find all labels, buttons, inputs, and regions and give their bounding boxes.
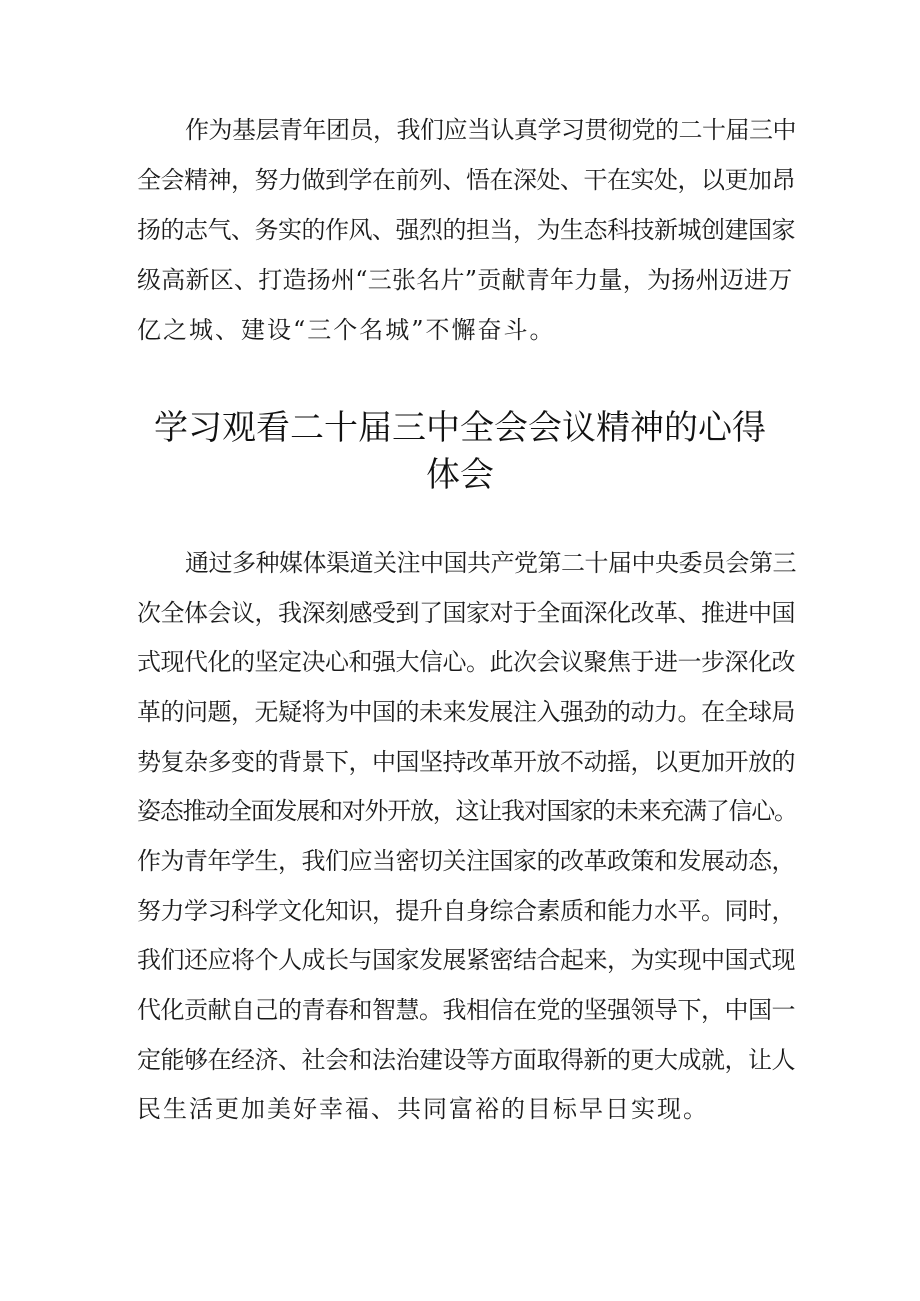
paragraph-2-line-9: 我们还应将个人成长与国家发展紧密结合起来，为实现中国式现 <box>137 946 795 974</box>
paragraph-2-line-2: 次全体会议，我深刻感受到了国家对于全面深化改革、推进中国 <box>137 599 795 627</box>
paragraph-2-line-12: 民生活更加美好幸福、共同富裕的目标早日实现。 <box>137 1095 709 1123</box>
paragraph-2-line-11: 定能够在经济、社会和法治建设等方面取得新的更大成就，让人 <box>137 1046 795 1074</box>
paragraph-2-line-3: 式现代化的坚定决心和强大信心。此次会议聚焦于进一步深化改 <box>137 648 795 676</box>
paragraph-2-line-5: 势复杂多变的背景下，中国坚持改革开放不动摇，以更加开放的 <box>137 748 795 776</box>
section-title-line-1: 学习观看二十届三中全会会议精神的心得 <box>154 408 766 448</box>
paragraph-1-line-4: 级高新区、打造扬州“三张名片”贡献青年力量，为扬州迈进万 <box>137 266 793 294</box>
paragraph-1-line-2: 全会精神，努力做到学在前列、悟在深处、干在实处，以更加昂 <box>137 166 795 194</box>
paragraph-2-line-1: 通过多种媒体渠道关注中国共产党第二十届中央委员会第三 <box>185 549 796 577</box>
paragraph-1-line-3: 扬的志气、务实的作风、强烈的担当，为生态科技新城创建国家 <box>137 216 795 244</box>
paragraph-1-line-5: 亿之城、建设“三个名城”不懈奋斗。 <box>137 316 556 344</box>
paragraph-2-line-6: 姿态推动全面发展和对外开放，这让我对国家的未来充满了信心。 <box>137 797 797 825</box>
paragraph-2-line-10: 代化贡献自己的青春和智慧。我相信在党的坚强领导下，中国一 <box>137 996 795 1024</box>
paragraph-2-line-4: 革的问题，无疑将为中国的未来发展注入强劲的动力。在全球局 <box>137 698 795 726</box>
paragraph-2-line-8: 努力学习科学文化知识，提升自身综合素质和能力水平。同时， <box>137 897 795 925</box>
paragraph-1-line-1: 作为基层青年团员，我们应当认真学习贯彻党的二十届三中 <box>185 116 796 144</box>
section-title-line-2: 体会 <box>426 455 494 495</box>
paragraph-2-line-7: 作为青年学生，我们应当密切关注国家的改革政策和发展动态， <box>137 847 795 875</box>
